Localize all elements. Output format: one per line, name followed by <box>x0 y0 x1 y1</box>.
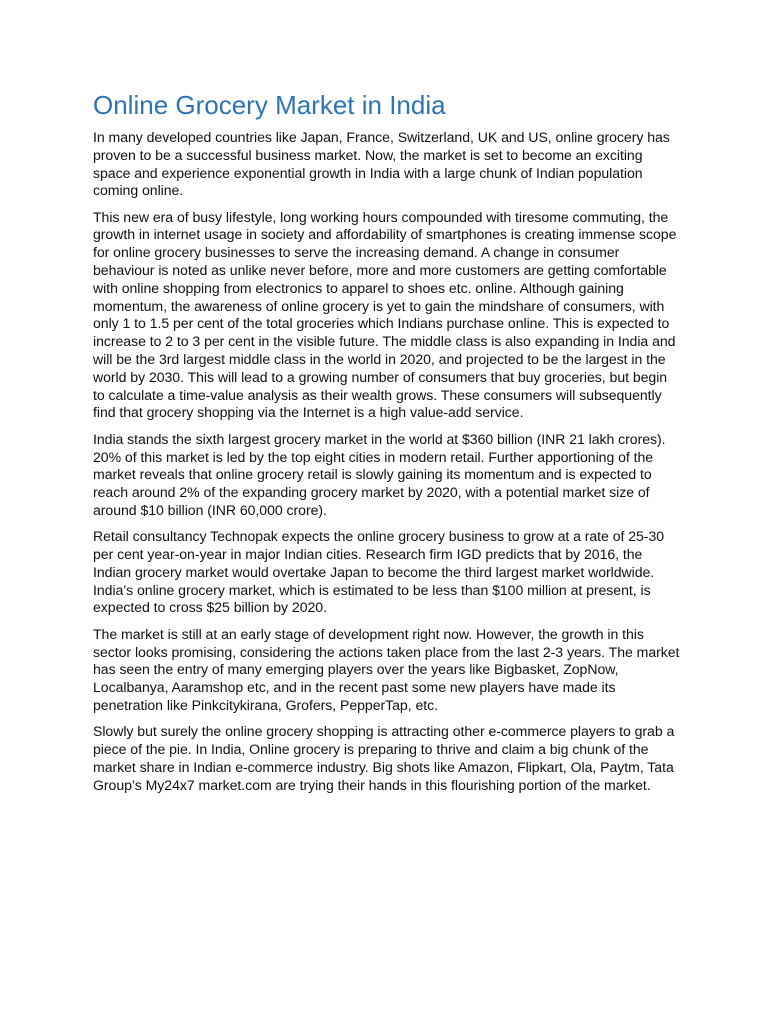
document-page <box>93 88 681 803</box>
paragraph-market-size: India stands the sixth largest grocery market in the world at $360 billion (INR 21 lakh crores). 20% of this market is led by the top eight cities in modern retail. Further apportioning of the market reveals that online grocery retail is slowly gaining its momentum and is expected to reach around 2% of the expanding grocery market by 2020, with a potential market size of around $10 billion (INR 60,000 crore). <box>93 430 666 518</box>
paragraph-ecommerce: Slowly but surely the online grocery shopping is attracting other e-commerce players to grab a piece of the pie. In India, Online grocery is preparing to thrive and claim a big chunk of the market share in Indian e-commerce industry. Big shots like Amazon, Flipkart, Ola, Paytm, Tata Group’s My24x7 market.com are trying their hands in this flourishing portion of the market. <box>93 723 675 793</box>
document-title: Online Grocery Market in India <box>93 90 446 120</box>
paragraph-intro: In many developed countries like Japan, France, Switzerland, UK and US, online grocery has proven to be a successful business market. Now, the market is set to become an exciting space and experience exponential growth in India with a large chunk of Indian population coming online. <box>93 129 670 199</box>
paragraph-lifestyle: This new era of busy lifestyle, long working hours compounded with tiresome commuting, the growth in internet usage in society and affordability of smartphones is creating immense scope for online grocery businesses to serve the increasing demand. A change in consumer behaviour is noted as unlike never before, more and more customers are getting comfortable with online shopping from electronics to apparel to shoes etc. online. Although gaining momentum, the awareness of online grocery is yet to gain the mindshare of consumers, with only 1 to 1.5 per cent of the total groceries which Indians purchase online. This is expected to increase to 2 to 3 per cent in the visible future. The middle class is also expanding in India and will be the 3rd largest middle class in the world in 2020, and projected to be the largest in the world by 2030. This will lead to a growing number of consumers that buy groceries, but begin to calculate a time-value analysis as their wealth grows. These consumers will subsequently find that grocery shopping via the Internet is a high value-add service. <box>93 208 677 421</box>
paragraph-players: The market is still at an early stage of development right now. However, the growth in this sector looks promising, considering the actions taken place from the last 2-3 years. The market has seen the entry of many emerging players over the years like Bigbasket, ZopNow, Localbanya, Aaramshop etc, and in the recent past some new players have made its penetration like Pinkcitykirana, Grofers, PepperTap, etc. <box>93 625 680 713</box>
paragraph-growth-forecast: Retail consultancy Technopak expects the online grocery business to grow at a rate of 25-30 per cent year-on-year in major Indian cities. Research firm IGD predicts that by 2016, the Indian grocery market would overtake Japan to become the third largest market worldwide. India’s online grocery market, which is estimated to be less than $100 million at present, is expected to cross $25 billion by 2020. <box>93 528 665 616</box>
